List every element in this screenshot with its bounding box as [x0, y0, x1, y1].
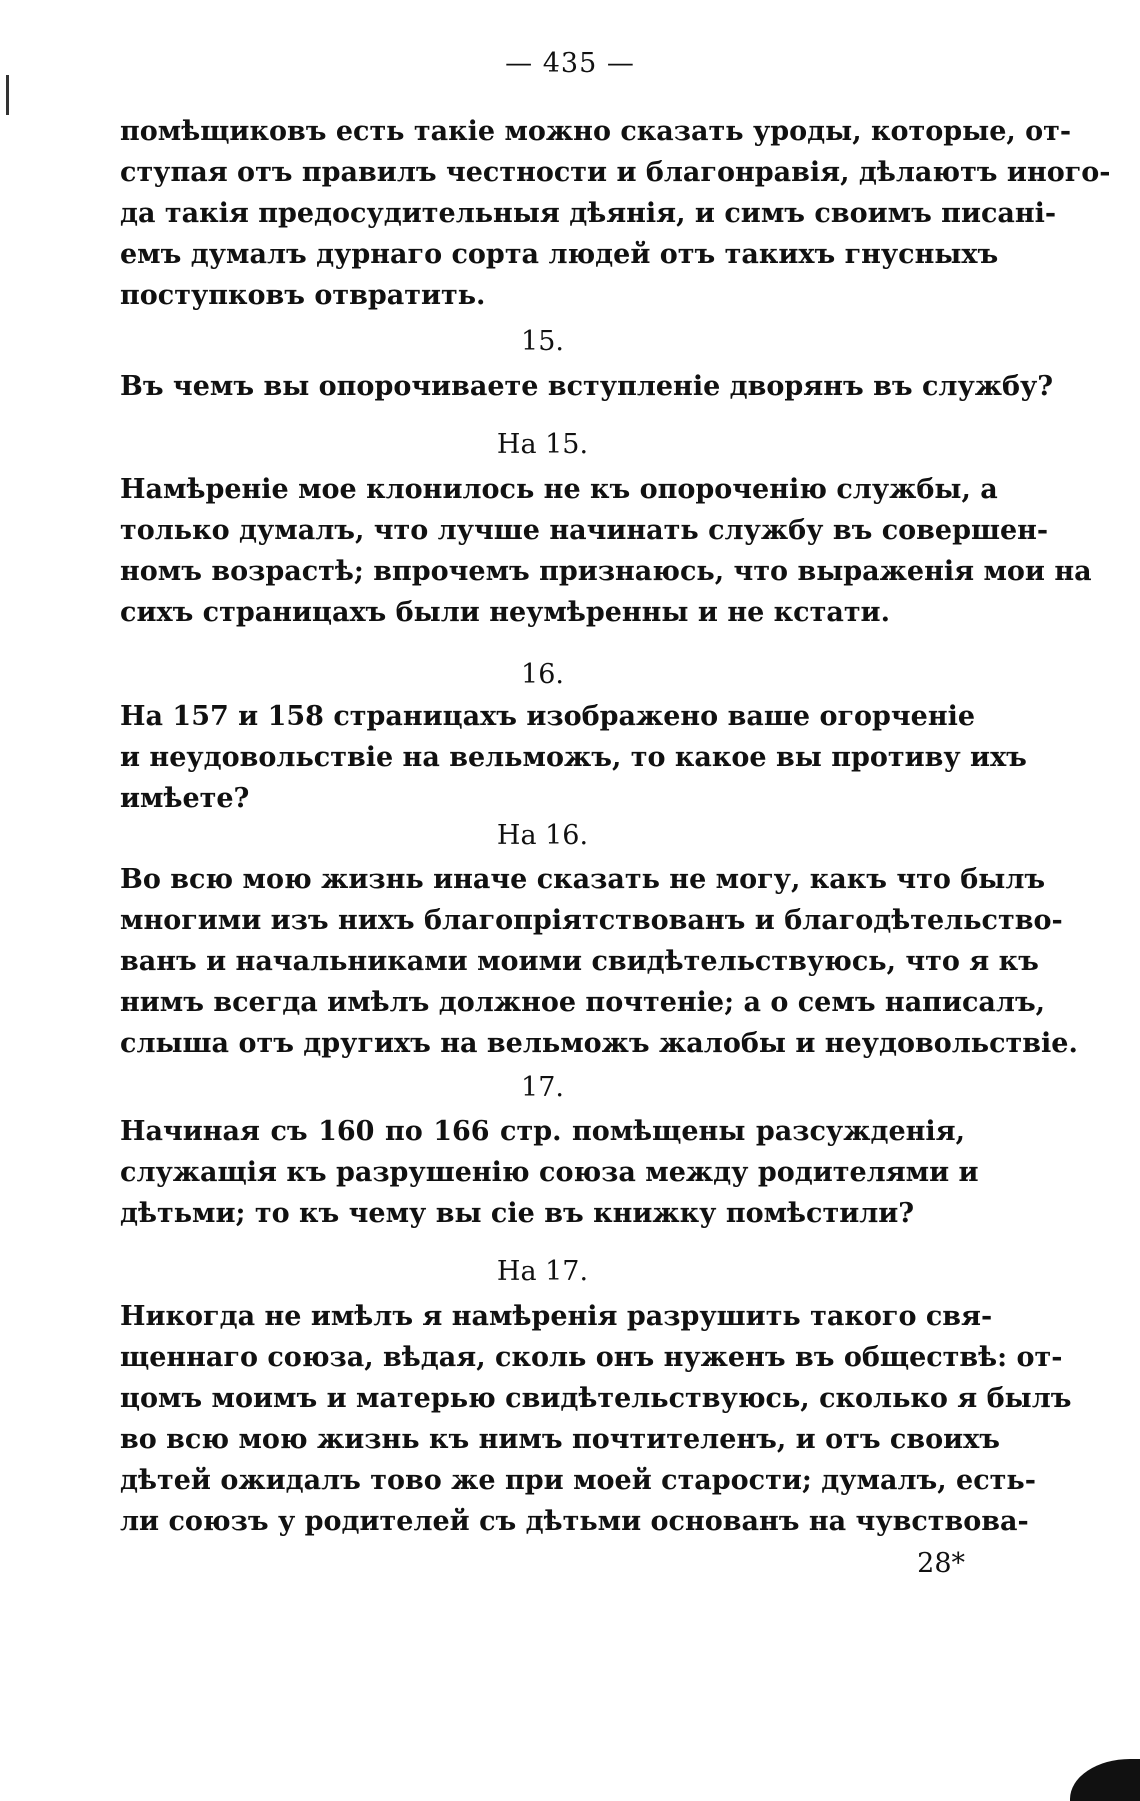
answer-heading: На 15. — [496, 429, 589, 460]
text-line: сихъ страницахъ были неумѣренны и не кстати. — [120, 597, 890, 628]
text-line: да такія предосудительныя дѣянія, и симъ своимъ писані- — [120, 198, 1057, 229]
text-line: многими изъ нихъ благопріятствованъ и благодѣтельство- — [120, 905, 1063, 936]
answer-heading: На 16. — [496, 820, 589, 851]
page-number: — 435 — — [505, 48, 635, 79]
text-line: нимъ всегда имѣлъ должное почтеніе; а о семъ написалъ, — [120, 987, 1046, 1018]
ink-blot — [1070, 1759, 1140, 1801]
question-text: На 157 и 158 страницахъ изображено ваше огорченіе — [120, 701, 976, 732]
text-line: ступая отъ правилъ честности и благонравія, дѣлаютъ иного- — [120, 157, 1111, 188]
text-line: ли союзъ у родителей съ дѣтьми основанъ на чувствова- — [120, 1506, 1029, 1537]
question-text: Начиная съ 160 по 166 стр. помѣщены разсужденія, — [120, 1116, 965, 1147]
question-text: Въ чемъ вы опорочиваете вступленіе дворянъ въ службу? — [120, 371, 1054, 402]
text-line: дѣтей ожидалъ тово же при моей старости; думалъ, есть- — [120, 1465, 1036, 1496]
question-text: и неудовольствіе на вельможъ, то какое вы противу ихъ — [120, 742, 1027, 773]
section-number: 16. — [521, 659, 564, 690]
text-line: помѣщиковъ есть такіе можно сказать уроды, которые, от- — [120, 116, 1072, 147]
text-line: Намѣреніе мое клонилось не къ опороченію службы, а — [120, 474, 998, 505]
text-line: щеннаго союза, вѣдая, сколь онъ нуженъ въ обществѣ: от- — [120, 1342, 1063, 1373]
text-line: Во всю мою жизнь иначе сказать не могу, какъ что былъ — [120, 864, 1046, 895]
section-number: 15. — [521, 326, 564, 357]
text-line: цомъ моимъ и матерью свидѣтельствуюсь, сколько я былъ — [120, 1383, 1072, 1414]
question-text: дѣтьми; то къ чему вы сіе въ книжку помѣстили? — [120, 1198, 915, 1229]
signature-mark: 28* — [917, 1548, 965, 1579]
question-text: имѣете? — [120, 783, 250, 814]
page-edge-mark — [6, 75, 9, 115]
text-line: только думалъ, что лучше начинать службу въ совершен- — [120, 515, 1049, 546]
question-text: служащія къ разрушенію союза между родителями и — [120, 1157, 979, 1188]
text-line: Никогда не имѣлъ я намѣренія разрушить такого свя- — [120, 1301, 993, 1332]
text-line: емъ думалъ дурнаго сорта людей отъ такихъ гнусныхъ — [120, 239, 999, 270]
text-line: во всю мою жизнь къ нимъ почтителенъ, и отъ своихъ — [120, 1424, 1000, 1455]
text-line: ванъ и начальниками моими свидѣтельствуюсь, что я къ — [120, 946, 1039, 977]
text-line: поступковъ отвратить. — [120, 280, 486, 311]
answer-heading: На 17. — [496, 1256, 589, 1287]
section-number: 17. — [521, 1072, 564, 1103]
text-line: номъ возрастѣ; впрочемъ признаюсь, что выраженія мои на — [120, 556, 1092, 587]
text-line: слыша отъ другихъ на вельможъ жалобы и неудовольствіе. — [120, 1028, 1078, 1059]
